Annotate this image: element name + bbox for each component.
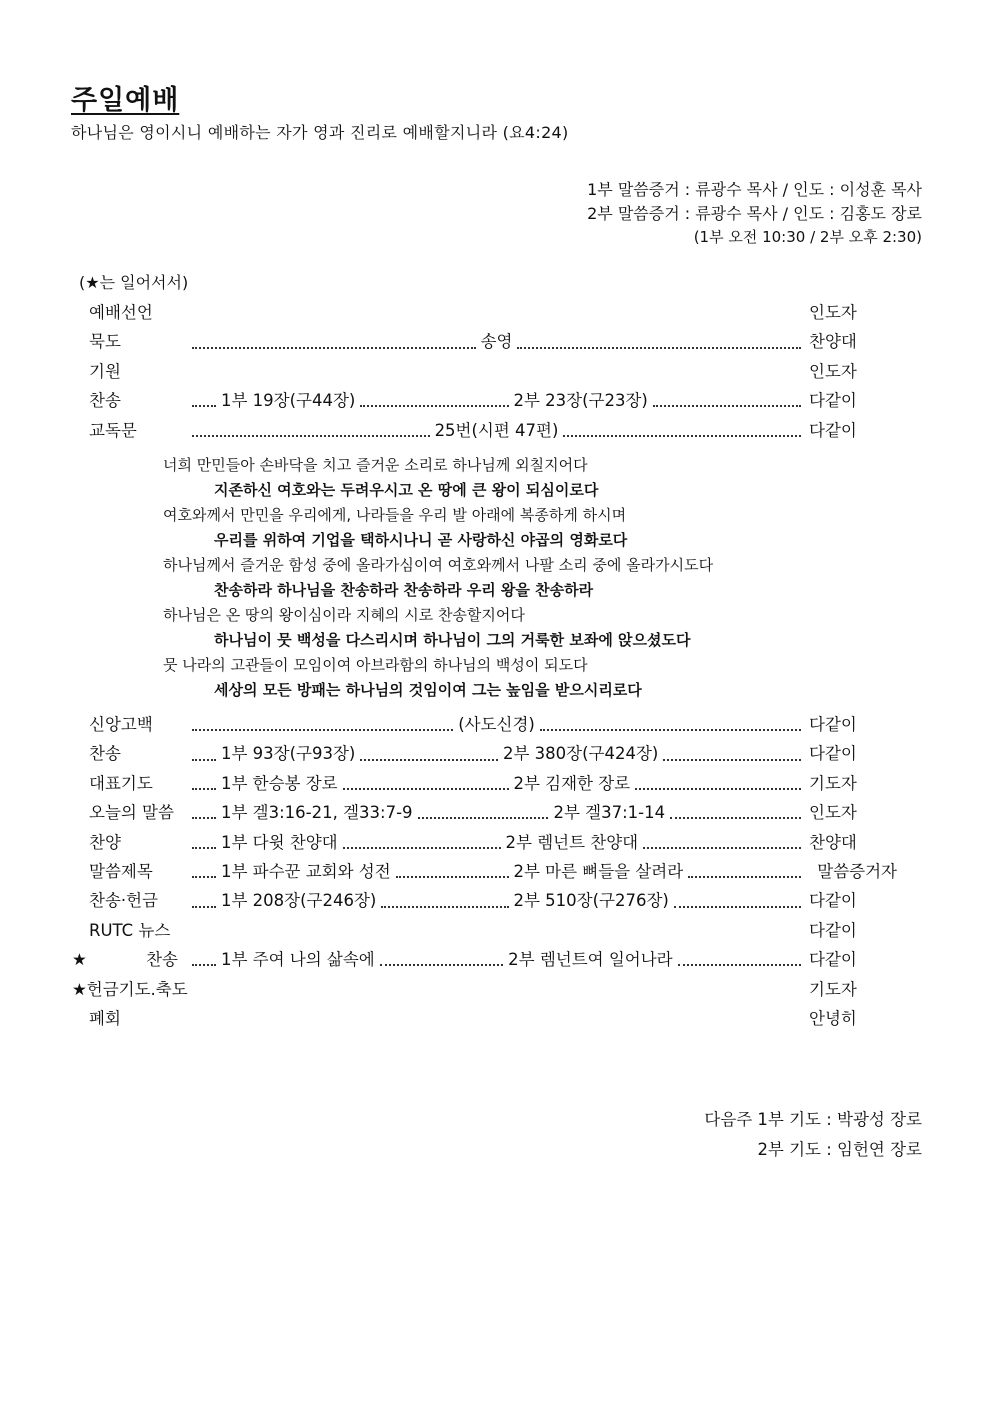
order-item-leader: 다같이 [809,715,857,734]
reading-line-leader: 하나님께서 즐거운 함성 중에 올라가심이여 여호와께서 나팔 소리 중에 올라가시도다 [163,556,714,574]
dot-leader [192,905,216,908]
dot-leader [192,404,216,407]
dot-leader [192,758,216,761]
second-service-leaders: 2부 말씀증거 : 류광수 목사 / 인도 : 김홍도 장로 [587,204,922,223]
order-item-first-service: 1부 파수꾼 교회와 성전 [221,861,391,881]
order-item-leader: 다같이 [809,744,857,764]
order-item-detail [190,988,803,991]
responsive-reading [163,453,713,703]
order-row [72,798,897,827]
order-item-name: 말씀제목 [89,861,153,881]
dot-leader [663,758,801,761]
scripture-verse: 하나님은 영이시니 예배하는 자가 영과 진리로 예배할지니라 (요4:24) [71,123,569,142]
order-row [72,945,897,974]
order-item-leader: 말씀증거자 [817,861,897,881]
reading-line-congregation: 세상의 모든 방패는 하나님의 것임이여 그는 높임을 받으시리로다 [214,681,642,699]
order-item-detail [190,828,803,857]
order-item-detail [190,311,803,314]
order-row [72,975,897,1004]
order-item-detail [190,386,803,415]
order-item-second-service: 2부 마른 뼈들을 살려라 [513,861,684,881]
dot-leader [192,846,216,849]
first-service-leaders: 1부 말씀증거 : 류광수 목사 / 인도 : 이성훈 목사 [587,180,922,199]
order-row [72,386,897,415]
order-row [72,357,897,386]
dot-leader [381,905,508,908]
order-item-leader: 다같이 [809,391,857,411]
order-row [72,857,897,886]
dot-leader [396,875,509,878]
order-item-leader: 인도자 [809,303,857,322]
service-leaders [402,178,922,248]
dot-leader [343,787,509,790]
order-item-leader: 다같이 [809,891,857,911]
order-row [72,327,897,356]
order-item-leader: 인도자 [809,803,857,823]
dot-leader [517,346,801,349]
order-item-name: 교독문 [89,420,137,440]
dot-leader [678,963,801,966]
order-row [72,916,897,945]
reading-line-leader: 너희 만민들아 손바닥을 치고 즐거운 소리로 하나님께 외칠지어다 [163,456,588,474]
order-of-worship-bottom [72,710,897,1033]
order-item-detail [190,327,803,356]
dot-leader [343,846,501,849]
order-item-second-service: 2부 겔37:1-14 [553,803,666,823]
order-item-name: 폐회 [89,1008,121,1028]
order-item-name: 찬송 [89,744,121,764]
order-item-detail [190,710,803,739]
order-item-detail [190,370,803,373]
order-item-detail [190,416,803,445]
order-item-name: 묵도 [89,332,121,352]
order-row [72,769,897,798]
order-item-leader: 안녕히 [809,1008,857,1028]
order-item-name: 대표기도 [89,773,153,793]
order-item-first-service: 1부 주여 나의 삶속에 [221,950,375,970]
order-item-second-service: 2부 렘넌트 찬양대 [505,832,639,852]
dot-leader [418,816,549,819]
order-item-detail [190,886,803,915]
order-item-leader: 다같이 [809,950,857,970]
order-item-second-service: 2부 23장(구23장) [513,391,648,411]
dot-leader [540,728,801,731]
order-item-detail [190,798,803,827]
order-item-leader: 인도자 [809,361,857,381]
dot-leader [192,816,216,819]
order-item-middle: (사도신경) [458,715,535,734]
dot-leader [360,758,498,761]
order-item-second-service: 2부 510장(구276장) [513,891,669,911]
order-item-leader: 다같이 [809,420,857,440]
order-item-second-service: 2부 380장(구424장) [503,744,659,764]
dot-leader [653,404,801,407]
order-item-name: 예배선언 [89,303,153,322]
next-week-first: 다음주 1부 기도 : 박광성 장로 [704,1110,922,1129]
reading-line-leader: 여호와께서 만민을 우리에게, 나라들을 우리 발 아래에 복종하게 하시며 [163,506,627,524]
reading-line-congregation: 지존하신 여호와는 두려우시고 온 땅에 큰 왕이 되심이로다 [214,481,599,499]
order-item-detail [190,1017,803,1020]
order-item-first-service: 1부 한승봉 장로 [221,773,338,793]
order-item-first-service: 1부 19장(구44장) [221,391,356,411]
order-item-name: ★헌금기도.축도 [72,979,188,999]
dot-leader [192,434,430,437]
order-row [72,710,897,739]
order-item-leader: 찬양대 [809,332,857,352]
order-item-name: 기원 [89,361,121,381]
order-item-detail [190,857,803,886]
dot-leader [643,846,801,849]
order-row [72,886,897,915]
dot-leader [192,346,476,349]
order-item-detail [190,945,803,974]
order-row [72,416,897,445]
order-item-name: 오늘의 말씀 [89,803,174,823]
order-item-second-service: 2부 렘넌트여 일어나라 [508,950,673,970]
order-item-leader: 기도자 [809,979,857,999]
order-item-middle: 송영 [480,332,513,352]
dot-leader [380,963,503,966]
service-times: (1부 오전 10:30 / 2부 오후 2:30) [693,228,922,246]
dot-leader [192,728,453,731]
order-row [72,828,897,857]
page-title: 주일예배 [71,85,180,116]
dot-leader [670,816,801,819]
reading-line-leader: 하나님은 온 땅의 왕이심이라 지혜의 시로 찬송할지어다 [163,606,525,624]
reading-line-congregation: 하나님이 뭇 백성을 다스리시며 하나님이 그의 거룩한 보좌에 앉으셨도다 [214,631,691,649]
order-item-first-service: 1부 다윗 찬양대 [221,832,338,852]
order-item-name: 찬송·헌금 [89,891,159,911]
reading-line-congregation: 찬송하라 하나님을 찬송하라 찬송하라 우리 왕을 찬송하라 [214,581,594,599]
order-item-name: RUTC 뉴스 [89,920,171,940]
order-of-worship-top [72,298,897,445]
order-item-leader: 기도자 [809,773,857,793]
dot-leader [635,787,801,790]
dot-leader [360,404,508,407]
order-item-first-service: 1부 겔3:16-21, 겔33:7-9 [221,803,413,823]
order-item-detail [190,929,803,932]
dot-leader [192,875,216,878]
order-item-leader: 다같이 [809,920,857,940]
order-item-second-service: 2부 김재한 장로 [513,773,631,793]
dot-leader [563,434,801,437]
next-week-prayer [522,1105,922,1165]
order-item-name: 찬양 [89,832,121,852]
stand-note: (★는 일어서서) [79,273,189,292]
reading-line-leader: 뭇 나라의 고관들이 모임이여 아브라함의 하나님의 백성이 되도다 [163,656,588,674]
dot-leader [192,787,216,790]
reading-line-congregation: 우리를 위하여 기업을 택하시나니 곧 사랑하신 야곱의 영화로다 [214,531,628,549]
dot-leader [674,905,801,908]
dot-leader [192,963,216,966]
dot-leader [688,875,801,878]
order-row [72,739,897,768]
order-item-name: ★찬송 [72,950,178,970]
order-item-name: 찬송 [89,391,121,411]
order-item-detail [190,769,803,798]
order-item-first-service: 1부 93장(구93장) [221,744,356,764]
order-item-name: 신앙고백 [89,715,153,734]
order-item-leader: 찬양대 [809,832,857,852]
order-row [72,298,897,327]
order-item-first-service: 1부 208장(구246장) [221,891,377,911]
order-item-detail [190,739,803,768]
next-week-second: 2부 기도 : 임헌연 장로 [757,1140,922,1159]
order-row [72,1004,897,1033]
order-item-middle: 25번(시편 47편) [434,420,559,440]
